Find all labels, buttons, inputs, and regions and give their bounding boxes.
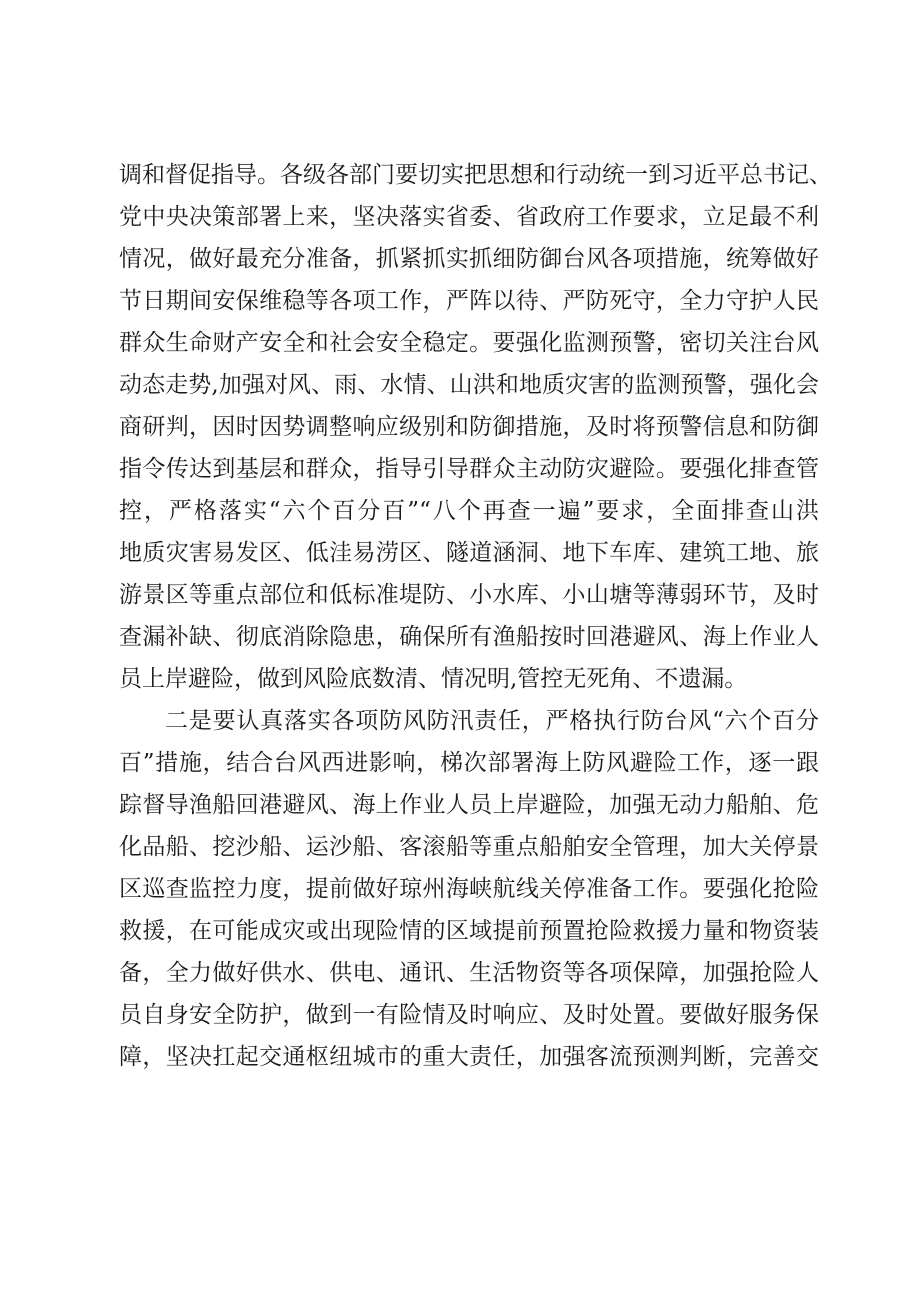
text-line: 商研判，因时因势调整响应级别和防御措施，及时将预警信息和防御 xyxy=(119,414,819,440)
text-line: 调和督促指导。各级各部门要切实把思想和行动统一到习近平总书记、 xyxy=(119,162,832,188)
text-line: 员上岸避险，做到风险底数清、情况明,管控无死角、不遗漏。 xyxy=(119,666,748,692)
text-line: 指令传达到基层和群众，指导引导群众主动防灾避险。要强化排查管 xyxy=(119,456,819,482)
text-line: 游景区等重点部位和低标准堤防、小水库、小山塘等薄弱环节，及时 xyxy=(119,582,819,608)
text-line: 员自身安全防护，做到一有险情及时响应、及时处置。要做好服务保 xyxy=(119,1002,819,1028)
text-line: 百”措施，结合台风西进影响，梯次部署海上防风避险工作，逐一跟 xyxy=(119,750,819,776)
text-line: 情况，做好最充分准备，抓紧抓实抓细防御台风各项措施，统筹做好 xyxy=(119,246,819,272)
text-line: 救援，在可能成灾或出现险情的区域提前预置抢险救援力量和物资装 xyxy=(119,918,819,944)
text-line: 障，坚决扛起交通枢纽城市的重大责任，加强客流预测判断，完善交 xyxy=(119,1044,819,1070)
text-line: 区巡查监控力度，提前做好琼州海峡航线关停准备工作。要强化抢险 xyxy=(119,876,819,902)
text-line: 查漏补缺、彻底消除隐患，确保所有渔船按时回港避风、海上作业人 xyxy=(119,624,819,650)
text-line: 群众生命财产安全和社会安全稳定。要强化监测预警，密切关注台风 xyxy=(119,330,819,356)
text-line: 化品船、挖沙船、运沙船、客滚船等重点船舶安全管理，加大关停景 xyxy=(119,834,819,860)
text-line: 动态走势,加强对风、雨、水情、山洪和地质灾害的监测预警，强化会 xyxy=(119,372,819,398)
text-line: 备，全力做好供水、供电、通讯、生活物资等各项保障，加强抢险人 xyxy=(119,960,819,986)
text-line: 党中央决策部署上来，坚决落实省委、省政府工作要求，立足最不利 xyxy=(119,204,819,230)
text-line: 地质灾害易发区、低洼易涝区、隧道涵洞、地下车库、建筑工地、旅 xyxy=(119,540,819,566)
body-text xyxy=(119,154,832,1078)
text-line: 节日期间安保维稳等各项工作，严阵以待、严防死守，全力守护人民 xyxy=(119,288,819,314)
text-line: 控，严格落实“六个百分百”“八个再查一遍”要求，全面排查山洪 xyxy=(119,498,819,524)
text-line: 踪督导渔船回港避风、海上作业人员上岸避险，加强无动力船舶、危 xyxy=(119,792,819,818)
text-line: 二是要认真落实各项防风防汛责任，严格执行防台风“六个百分 xyxy=(165,708,819,734)
